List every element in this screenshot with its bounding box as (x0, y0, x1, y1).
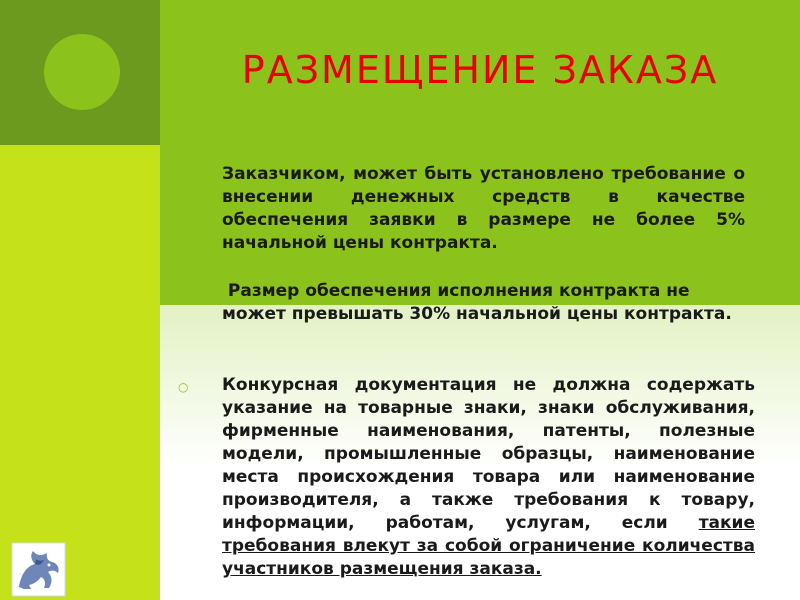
decorative-circle-icon (44, 34, 120, 110)
paragraph-bid-security: Заказчиком, может быть установлено требование о внесении денежных средств в качестве обеспечения заявки в размере не более 5% начальной цены контракта. (222, 164, 745, 253)
griffin-logo-icon (11, 542, 66, 597)
paragraph-tender-documentation (222, 374, 755, 581)
paragraph-contract-security: Размер обеспечения исполнения контракта не может превышать 30% начальной цены контракта. (222, 281, 732, 324)
page-title: РАЗМЕЩЕНИЕ ЗАКАЗА (241, 48, 719, 92)
underlined-text: такие требования влекут за собой ограничение количества участников размещения заказа. (222, 513, 755, 579)
left-lime-panel (0, 145, 160, 600)
circle-bullet-icon: ○ (178, 380, 189, 394)
paragraph-text: Конкурсная документация не должна содержать указание на товарные знаки, знаки обслуживания, фирменные наименования, патенты, полезные модели, промышленные образцы, наименование места происхождения товара или наименование производителя, а также требования к товару, информации, работам, услугам, если (222, 375, 755, 533)
